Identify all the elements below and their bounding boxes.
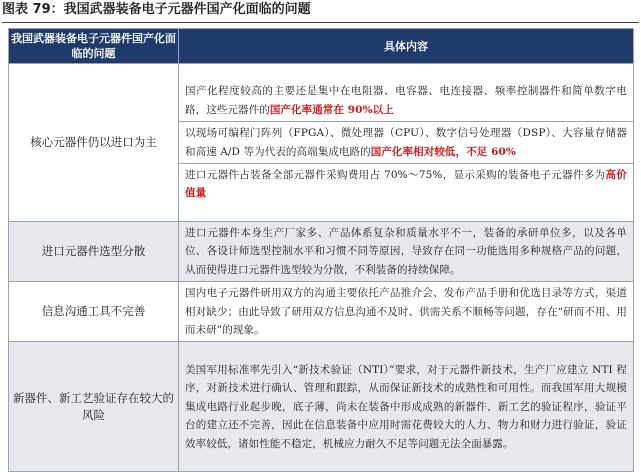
table-row: [9, 222, 634, 282]
row-content: [179, 64, 634, 222]
table-row: [9, 282, 634, 342]
content-paragraph: 进口元器件占装备全部元器件采购费用占 70%～75%，显示采购的装备电子元器件多为高价值量: [179, 163, 633, 205]
content-paragraph: 国内电子元器件研用双方的沟通主要依托产品推介会、发布产品手册和优选目录等方式，渠道相对缺少；由此导致了研用双方信息沟通不及时、供需关系不顺畅等问题，存在“研而不用、用而未研”的现象。: [185, 287, 627, 337]
row-label: 核心元器件仍以进口为主: [9, 64, 179, 222]
row-label: 进口元器件选型分散: [9, 222, 179, 282]
table-header-row: [9, 29, 634, 64]
content-paragraph: 美国军用标准率先引入“新技术验证（NTI）”要求，对于元器件新技术，生产厂应建立 NTI 程序，对新技术进行确认、管理和跟踪，从而保证新技术的成熟性和可用性。而我国军用大规模集成电路行业起步晚，底子薄，尚未在装备中形成成熟的新器件、新工艺的验证程序，验证平台的建立还不完善，因此在信息装备中应用时需花费较大的人力、物力和财力进行验证，验证效率较低，诸如性能不稳定，机械应力耐久不足等问题无法全面暴露。: [185, 363, 627, 450]
content-paragraph: 国产化程度较高的主要还是集中在电阻器、电容器、电连接器、频率控制器件和简单数字电路，这些元器件的国产化率通常在 90%以上: [185, 85, 627, 116]
table-row: [9, 64, 634, 222]
table-caption: 图表 79：我国武器装备电子元器件国产化面临的问题: [2, 0, 639, 23]
row-label: 信息沟通工具不完善: [9, 282, 179, 342]
row-label: 新器件、新工艺验证存在较大的风险: [9, 342, 179, 472]
content-paragraph: 以现场可编程门阵列（FPGA）、微处理器（CPU）、数字信号处理器（DSP）、大容量存储器和高速 A/D 等为代表的高端集成电路的国产化率相对较低，不足 60%: [179, 121, 633, 163]
highlight-text: 高价值量: [185, 168, 627, 200]
content-paragraph: 进口元器件本身生产厂家多、产品体系复杂和质量水平不一，装备的承研单位多，以及各单位、各设计师选型控制水平和习惯不同等原因，导致存在同一功能选用多种规格产品的问题，从而使得进口元器件选型较为分散，不利装备的持续保障。: [185, 227, 627, 276]
issues-table: [8, 28, 634, 472]
header-content: 具体内容: [179, 29, 634, 64]
row-content: [179, 342, 634, 472]
table-row: [9, 342, 634, 472]
highlight-text: 国产化率通常在 90%以上: [269, 103, 394, 116]
row-content: [179, 222, 634, 282]
header-issue: 我国武器装备电子元器件国产化面临的问题: [9, 29, 179, 64]
highlight-text: 国产化率相对较低，不足 60%: [370, 145, 516, 158]
row-content: [179, 282, 634, 342]
